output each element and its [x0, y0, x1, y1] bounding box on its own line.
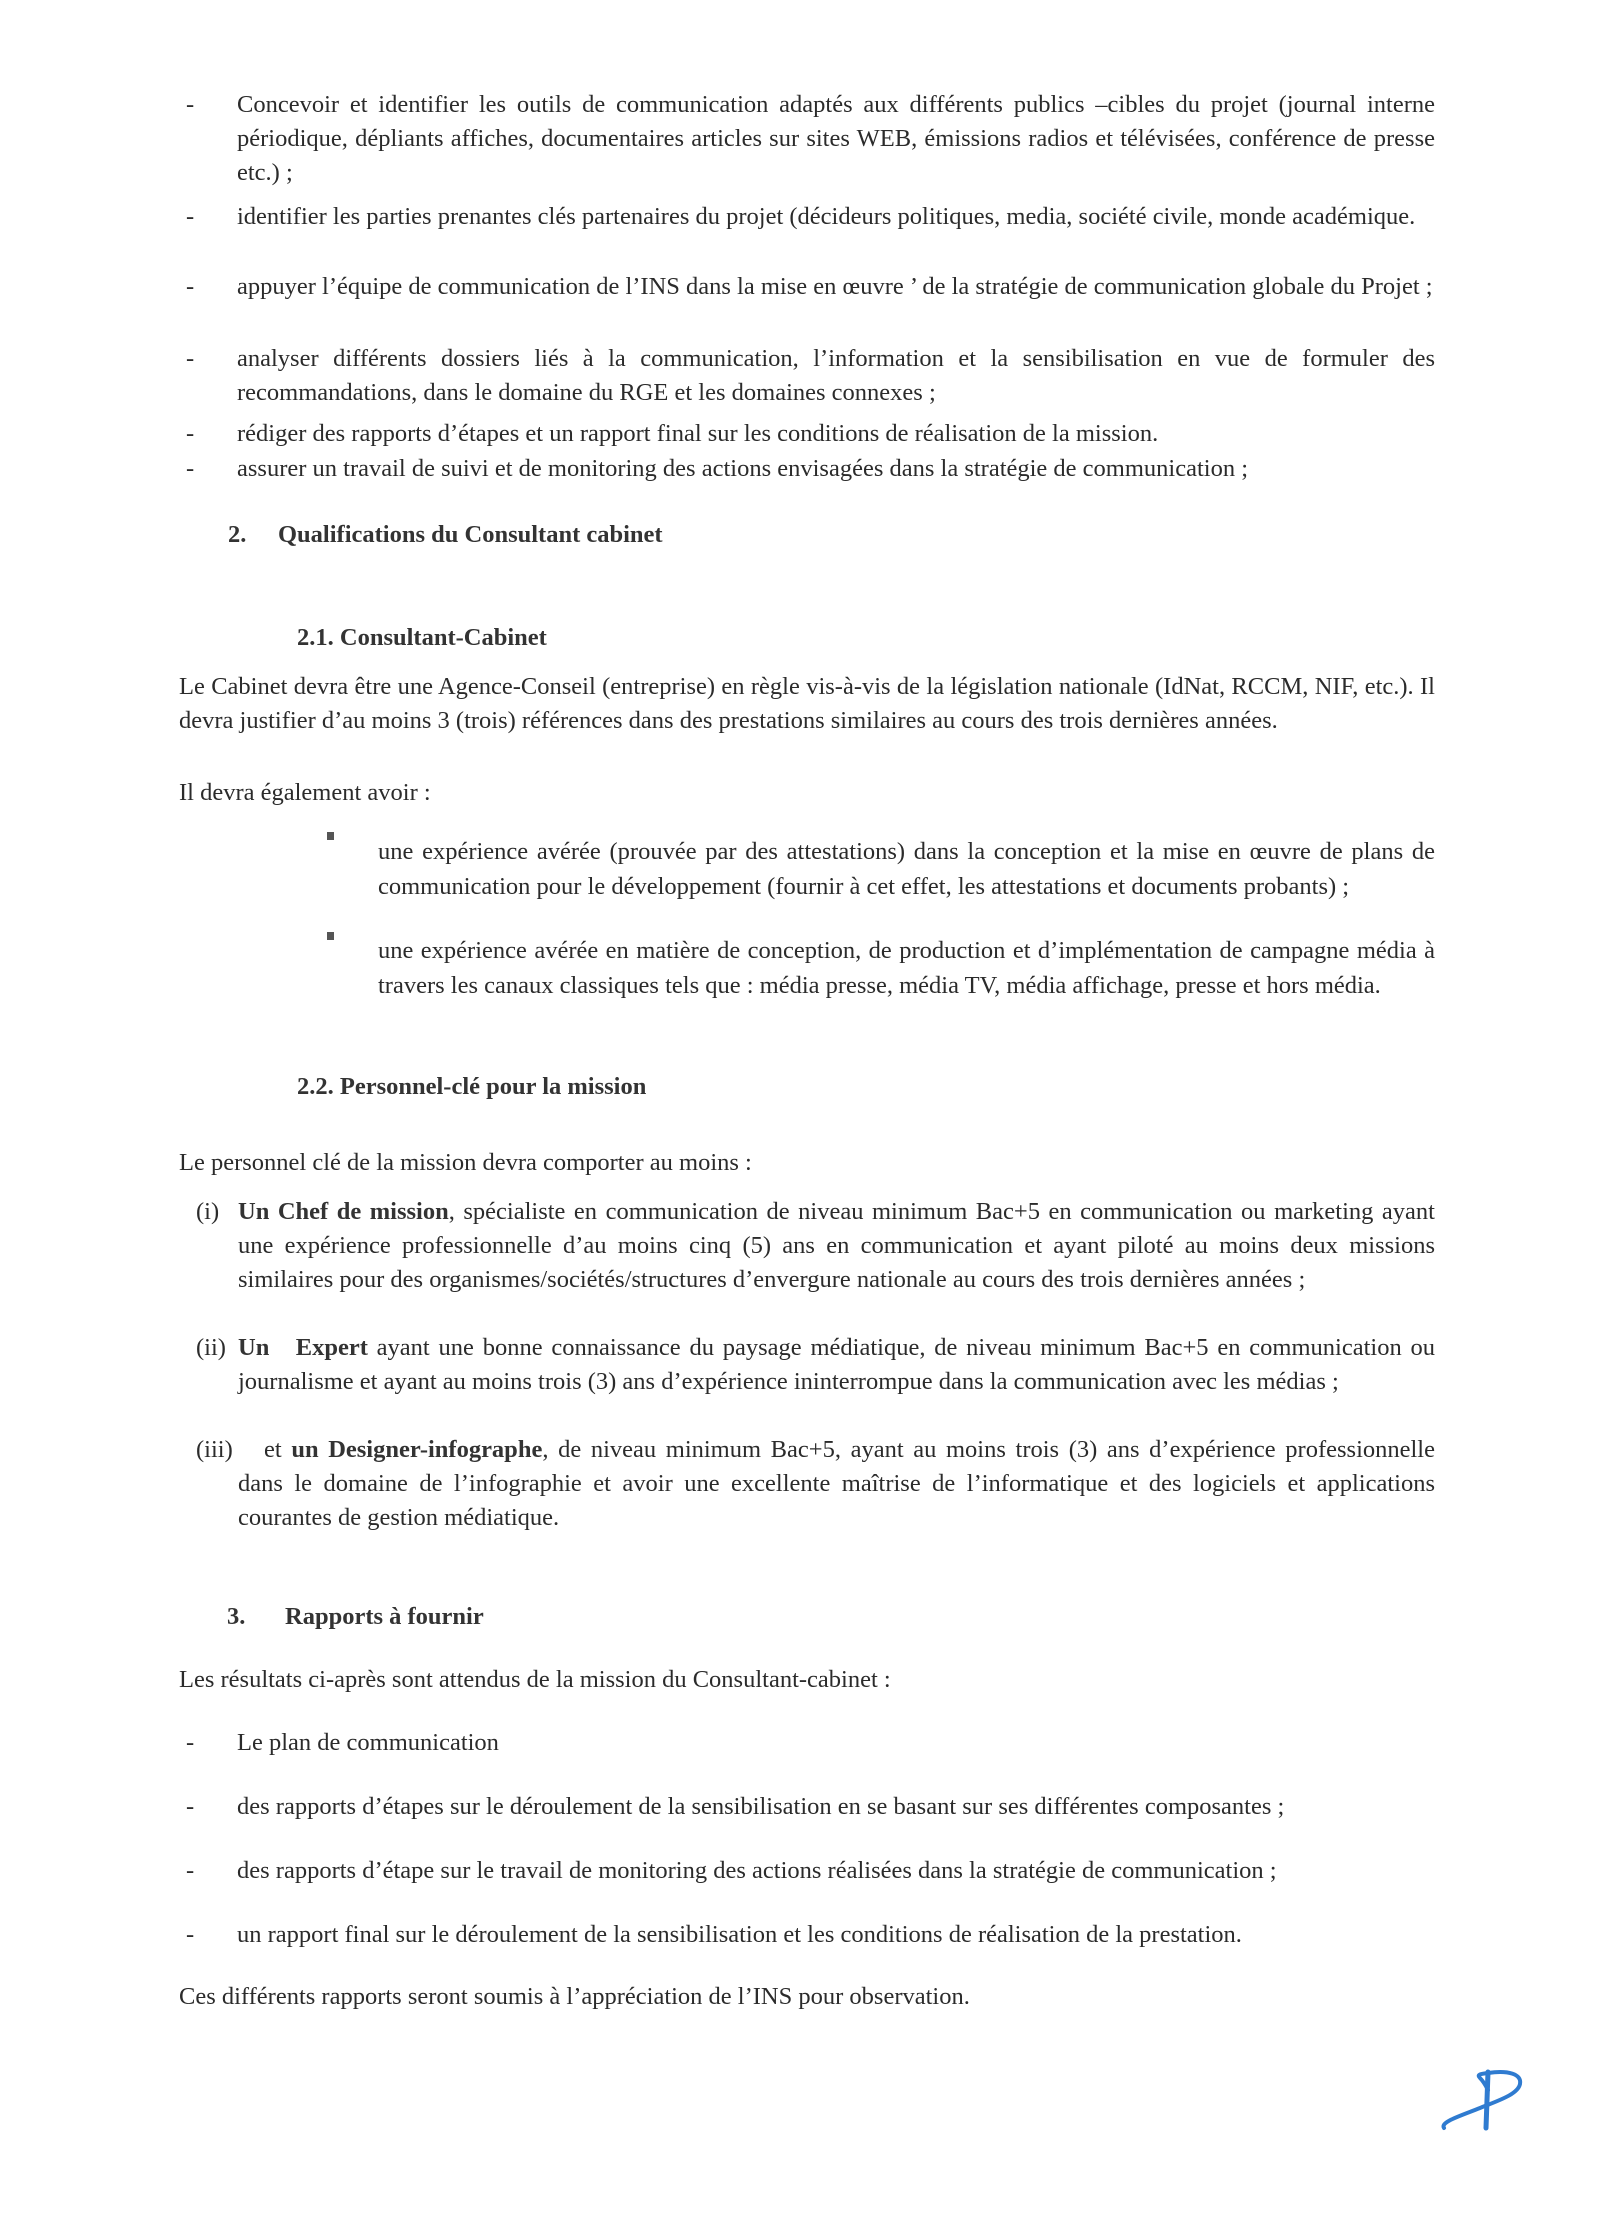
roman-marker: (ii)	[196, 1334, 226, 1361]
roman-marker: (i)	[196, 1198, 220, 1225]
list-dash: -	[186, 273, 195, 300]
personnel-item	[238, 1331, 1435, 1399]
signature-icon	[1430, 2060, 1540, 2150]
key-personnel-intro: Le personnel clé de la mission devra comporter au moins :	[179, 1149, 752, 1176]
subsection-2-1-heading: 2.1. Consultant-Cabinet	[297, 624, 547, 651]
list-item: rédiger des rapports d’étapes et un rapport final sur les conditions de réalisation de la mission.	[237, 420, 1159, 447]
role-description: , de niveau minimum Bac+5, ayant au moins trois (3) ans d’expérience professionnelle dans le domaine de l’infographie et avoir une excellente maîtrise de l’informatique et des logiciels et applications courantes de gestion médiatique.	[238, 1436, 1435, 1531]
square-bullet-icon	[327, 932, 334, 940]
list-dash: -	[186, 420, 195, 447]
list-item: analyser différents dossiers liés à la communication, l’information et la sensibilisation en vue de formuler des recommandations, dans le domaine du RGE et les domaines connexes ;	[237, 345, 1435, 406]
bullet-item: une expérience avérée en matière de conception, de production et d’implémentation de campagne média à travers les canaux classiques tels que : média presse, média TV, média affichage, presse et hors média.	[378, 937, 1435, 999]
cabinet-requirements-paragraph: Le Cabinet devra être une Agence-Conseil (entreprise) en règle vis-à-vis de la législation nationale (IdNat, RCCM, NIF, etc.). Il devra justifier d’au moins 3 (trois) références dans des prestations similaires au cours des trois dernières années.	[179, 673, 1435, 734]
section-title: Qualifications du Consultant cabinet	[278, 521, 663, 548]
section-number: 3.	[227, 1603, 246, 1630]
list-dash: -	[186, 1921, 195, 1948]
roman-marker: (iii)	[196, 1436, 233, 1463]
closing-sentence: Ces différents rapports seront soumis à l’appréciation de l’INS pour observation.	[179, 1983, 970, 2010]
list-dash: -	[186, 1729, 195, 1756]
report-item: Le plan de communication	[237, 1729, 499, 1756]
list-item: identifier les parties prenantes clés partenaires du projet (décideurs politiques, media, société civile, monde académique.	[237, 203, 1416, 230]
personnel-item	[238, 1195, 1435, 1297]
subsection-2-2-heading: 2.2. Personnel-clé pour la mission	[297, 1073, 647, 1100]
report-item: un rapport final sur le déroulement de la sensibilisation et les conditions de réalisation de la prestation.	[237, 1921, 1242, 1948]
list-dash: -	[186, 1857, 195, 1884]
role-name: Un Expert	[238, 1334, 368, 1361]
section-title: Rapports à fournir	[285, 1603, 484, 1630]
list-item: assurer un travail de suivi et de monitoring des actions envisagées dans la stratégie de communication ;	[237, 455, 1249, 482]
section-number: 2.	[228, 521, 247, 548]
role-description: ayant une bonne connaissance du paysage médiatique, de niveau minimum Bac+5 en communication ou journalisme et ayant au moins trois (3) ans d’expérience ininterrompue dans la communication avec les médias ;	[238, 1334, 1435, 1395]
list-dash: -	[186, 345, 195, 372]
list-dash: -	[186, 455, 195, 482]
results-intro: Les résultats ci-après sont attendus de la mission du Consultant-cabinet :	[179, 1666, 891, 1693]
list-item: Concevoir et identifier les outils de communication adaptés aux différents publics –cibles du projet (journal interne périodique, dépliants affiches, documentaires articles sur sites WEB, émissions radios et télévisées, conférence de presse etc.) ;	[237, 91, 1435, 186]
role-name: Un Chef de mission	[238, 1198, 449, 1225]
bullet-item: une expérience avérée (prouvée par des attestations) dans la conception et la mise en œuvre de plans de communication pour le développement (fournir à cet effet, les attestations et documents probants) ;	[378, 838, 1435, 900]
also-required-intro: Il devra également avoir :	[179, 779, 431, 806]
list-item: appuyer l’équipe de communication de l’INS dans la mise en œuvre ’ de la stratégie de communication globale du Projet ;	[237, 273, 1433, 300]
report-item: des rapports d’étape sur le travail de monitoring des actions réalisées dans la stratégie de communication ;	[237, 1857, 1277, 1884]
role-lead: et	[264, 1436, 292, 1463]
square-bullet-icon	[327, 832, 334, 840]
list-dash: -	[186, 1793, 195, 1820]
report-item: des rapports d’étapes sur le déroulement de la sensibilisation en se basant sur ses différentes composantes ;	[237, 1793, 1285, 1820]
role-description: , spécialiste en communication de niveau minimum Bac+5 en communication ou marketing ayant une expérience professionnelle d’au moins cinq (5) ans en communication et ayant piloté au moins deux missions similaires pour des organismes/sociétés/structures d’envergure nationale au cours des trois dernières années ;	[238, 1198, 1435, 1293]
list-dash: -	[186, 91, 195, 118]
list-dash: -	[186, 203, 195, 230]
personnel-item	[238, 1433, 1435, 1535]
role-name: un Designer-infographe	[291, 1436, 543, 1463]
